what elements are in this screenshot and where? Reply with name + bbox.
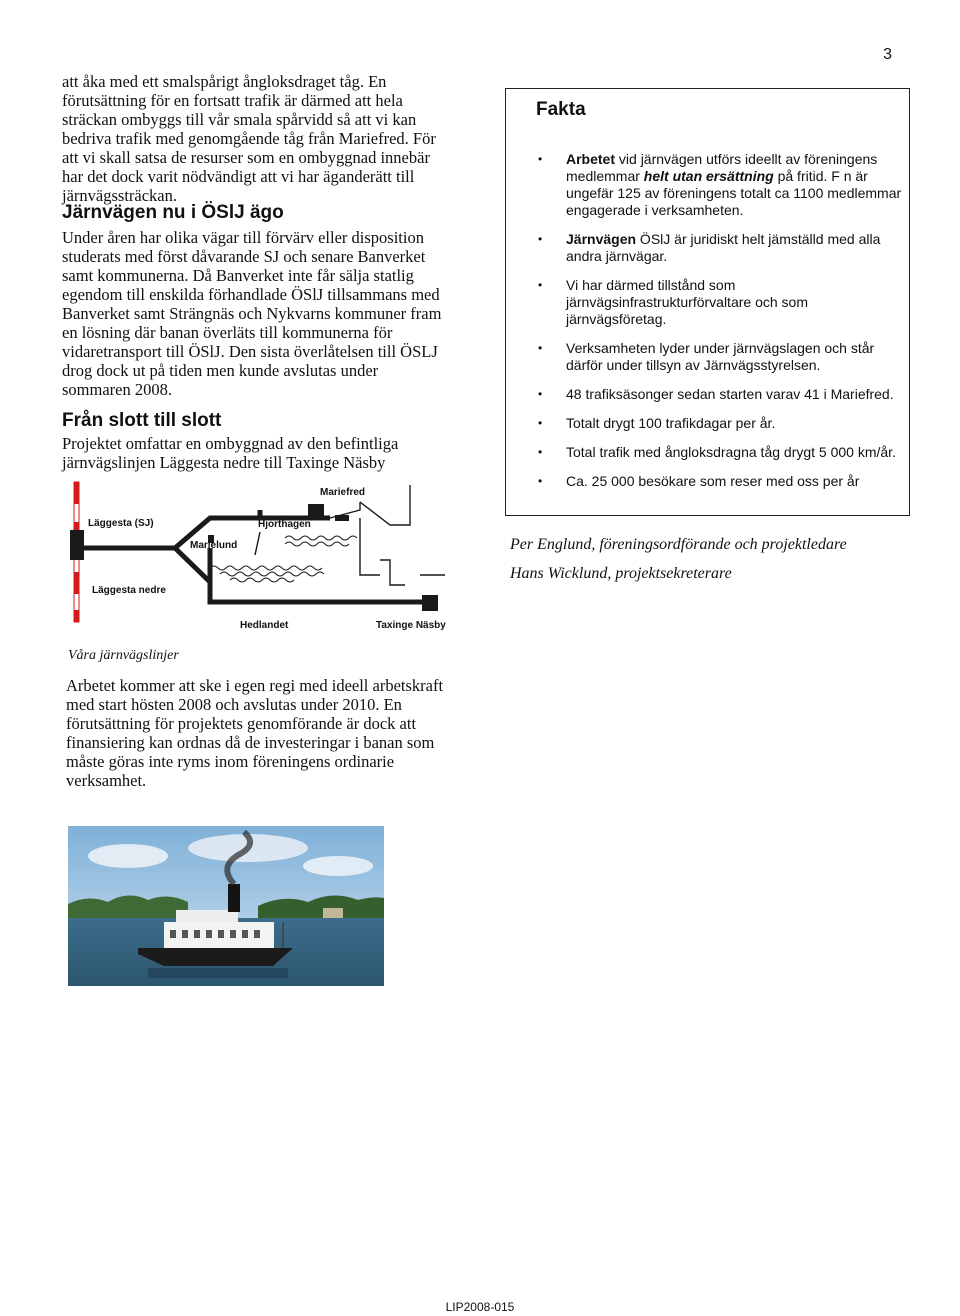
fakta-box	[505, 88, 910, 516]
fakta-item-text: vid järnvägen utförs ideellt av föreningens medlemmar	[566, 151, 878, 184]
fakta-item	[530, 277, 902, 328]
fakta-item	[530, 340, 902, 374]
fakta-item	[530, 151, 902, 219]
fakta-title: Fakta	[536, 99, 586, 120]
document-code: LIP2008-015	[445, 1300, 515, 1314]
fakta-item-text: Total trafik med ångloksdragna tåg drygt 5 000 km/år.	[566, 444, 896, 460]
fakta-item-text: ÖSlJ är juridiskt helt jämställd med alla andra järnvägar.	[566, 231, 881, 264]
signature-wicklund: Hans Wicklund, projektsekreterare	[510, 565, 732, 582]
station-taxinge-block	[422, 595, 438, 611]
fakta-item-bold: Arbetet	[566, 151, 616, 167]
fakta-item-text: Ca. 25 000 besökare som reser med oss per år	[566, 473, 860, 489]
fakta-item-text: på fritid. F n är ungefär 125 av föreningens totalt ca 1100 medlemmar engagerade i verksamheten.	[566, 168, 902, 218]
map-caption: Våra järnvägslinjer	[68, 648, 179, 663]
section-body-jarnvagen: Under åren har olika vägar till förvärv eller disposition studerats med först dåvarande SJ och senare Banverket samt kommunerna. Då Banverket inte får sälja statlig egendom till enskilda förhandlade ÖSlJ tillsammans med Banverket samt Strängnäs och Nykvarns kommuner fram en lösning där banan överläts till kommunerna för vidaretransport till ÖSlJ. Den sista överlåtelsen till ÖSLJ drog dock ut på tiden men kunde avslutas under sommaren 2008.	[62, 228, 442, 399]
section-body-fran-slott: Projektet omfattar en ombyggnad av den befintliga järnvägslinjen Läggesta nedre till Taxinge Näsby	[62, 434, 399, 472]
label-hedlandet: Hedlandet	[240, 620, 289, 631]
fakta-item-text: Totalt drygt 100 trafikdagar per år.	[566, 415, 776, 431]
station-hjorthagen-block	[335, 515, 349, 521]
label-hjorthagen: Hjorthagen	[258, 519, 311, 530]
fakta-item	[530, 386, 902, 403]
fakta-item	[530, 473, 902, 490]
label-laggesta-nedre: Läggesta nedre	[92, 585, 166, 596]
signal-pole-icon	[70, 482, 84, 622]
label-mariefred: Mariefred	[320, 487, 366, 498]
fakta-list	[530, 151, 902, 502]
steamboat-photo	[68, 826, 384, 986]
label-laggesta-sj: Läggesta (SJ)	[88, 518, 154, 529]
signature-englund: Per Englund, föreningsordförande och projektledare	[510, 536, 847, 553]
fakta-item-text: 48 trafiksäsonger sedan starten varav 41 i Mariefred.	[566, 386, 894, 402]
fakta-item-bold: Järnvägen	[566, 231, 637, 247]
section-body-arbetet: Arbetet kommer att ske i egen regi med ideell arbetskraft med start hösten 2008 och avslutas under 2010. En förutsättning för projektets genomförande är dock att finansiering kan ordnas då de investeringar i banan som måste göras inte ryms inom föreningens ordinarie verksamhet.	[66, 676, 444, 790]
station-mariefred-block	[308, 504, 324, 516]
fakta-item	[530, 415, 902, 432]
label-taxinge: Taxinge Näsby	[376, 620, 446, 631]
fakta-item-text: Vi har därmed tillstånd som järnvägsinfrastrukturförvaltare och som järnvägsföretag.	[566, 277, 808, 327]
fakta-item-text: Verksamheten lyder under järnvägslagen och står därför under tillsyn av Järnvägsstyrelsen.	[566, 340, 875, 373]
fakta-item-emphasis: helt utan ersättning	[643, 168, 774, 184]
branch-lines	[255, 485, 445, 585]
section-heading-jarnvagen: Järnvägen nu i ÖSlJ ägo	[62, 202, 284, 223]
fakta-item	[530, 444, 902, 461]
fakta-item	[530, 231, 902, 265]
page-number: 3	[883, 46, 892, 63]
section-heading-fran-slott: Från slott till slott	[62, 410, 222, 431]
intro-paragraph: att åka med ett smalspårigt ångloksdraget tåg. En förutsättning för en fortsatt trafik är därmed att hela sträckan ombyggs till vår smala spårvidd så att vi kan bedriva trafik med genomgående tåg från Mariefred. För att vi skall satsa de resurser som en ombyggnad innebär har det dock varit nödvändigt att vi har äganderätt till järnvägssträckan.	[62, 72, 436, 205]
label-marielund: Marielund	[190, 540, 238, 551]
railway-map	[60, 480, 455, 645]
